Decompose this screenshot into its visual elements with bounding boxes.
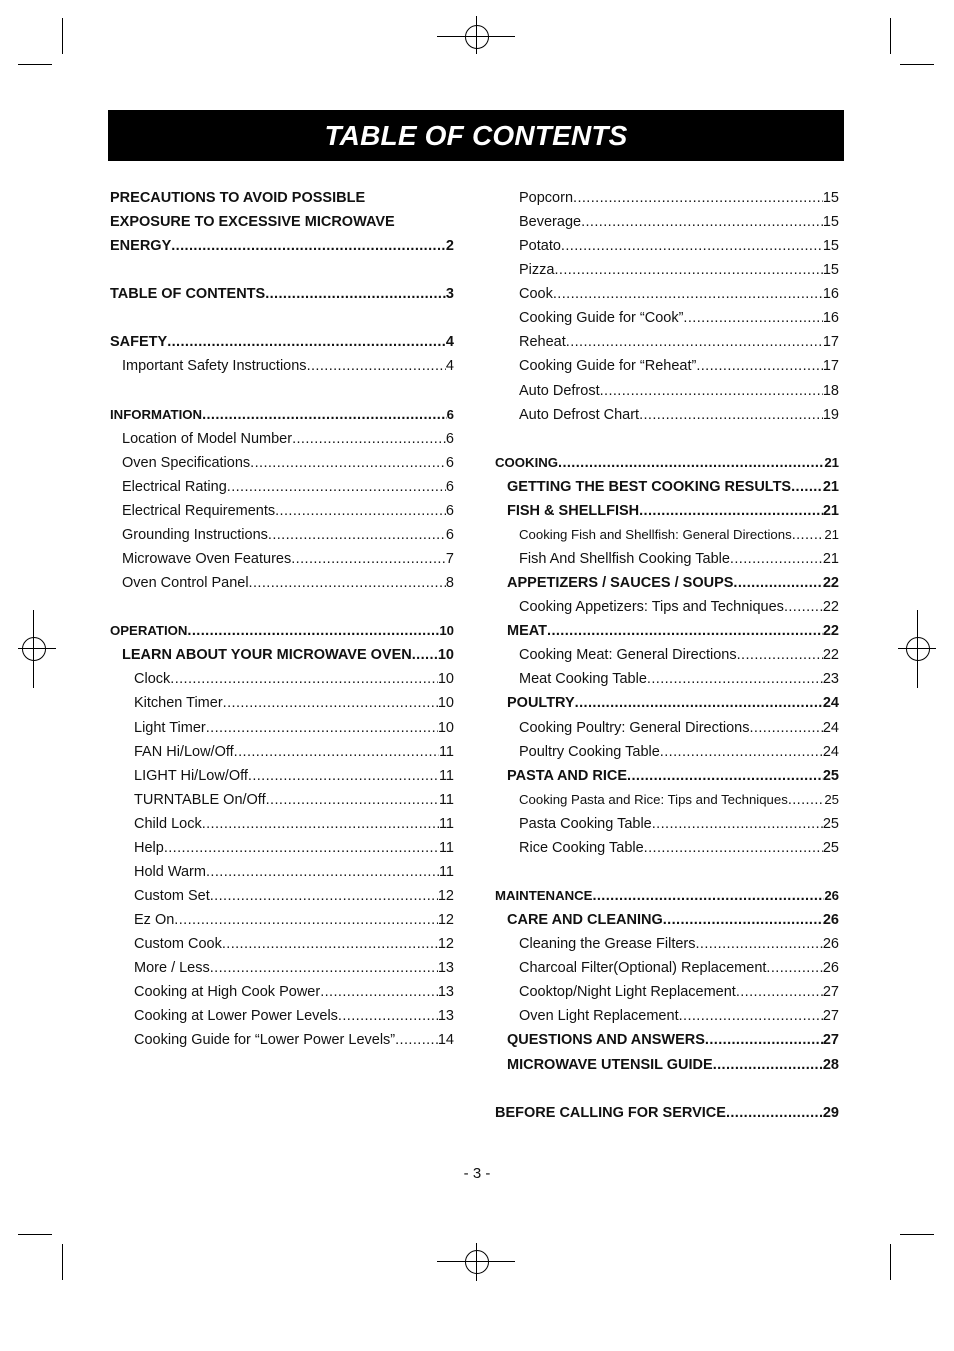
crop-mark: [18, 64, 52, 65]
toc-entry-page: 27: [822, 1032, 839, 1049]
toc-entry-title: POULTRY: [507, 695, 575, 712]
toc-entry-title: Oven Light Replacement: [519, 1008, 679, 1025]
dot-leader: [234, 740, 439, 764]
dot-leader: [320, 980, 438, 1004]
dot-leader: [784, 595, 823, 619]
toc-entry-title: Kitchen Timer: [134, 695, 223, 712]
toc-entry: [519, 306, 839, 330]
toc-entry-title: MAINTENANCE: [495, 888, 593, 904]
toc-entry: [134, 691, 454, 715]
page-number: - 3 -: [463, 1165, 491, 1182]
dot-leader: [553, 282, 823, 306]
toc-entry-title: LEARN ABOUT YOUR MICROWAVE OVEN: [122, 647, 412, 664]
dot-leader: [644, 836, 823, 860]
dot-leader: [206, 860, 439, 884]
dot-leader: [791, 475, 823, 499]
toc-entry-page: 4: [445, 358, 454, 375]
toc-entry: [519, 234, 839, 258]
toc-entry-title: Pasta Cooking Table: [519, 815, 652, 832]
toc-entry-page: 21: [824, 526, 839, 542]
toc-entry: [122, 523, 454, 547]
toc-entry-page: 13: [437, 1008, 454, 1025]
dot-leader: [566, 330, 823, 354]
toc-entry-title: Cleaning the Grease Filters: [519, 936, 696, 953]
toc-entry-page: 16: [822, 286, 839, 303]
toc-entry-page: 22: [822, 599, 839, 616]
toc-entry-title: Rice Cooking Table: [519, 839, 644, 856]
dot-leader: [202, 403, 447, 427]
toc-entry: [134, 932, 454, 956]
toc-entry: [110, 619, 454, 643]
dot-leader: [547, 619, 823, 643]
toc-entry: [519, 716, 839, 740]
toc-entry-title: FAN Hi/Low/Off: [134, 743, 234, 760]
dot-leader: [249, 571, 446, 595]
toc-entry: [507, 619, 839, 643]
toc-entry-page: 26: [824, 888, 839, 904]
dot-leader: [395, 1028, 438, 1052]
dot-leader: [291, 547, 446, 571]
dot-leader: [730, 547, 823, 571]
toc-entry-title: QUESTIONS AND ANSWERS: [507, 1032, 705, 1049]
dot-leader: [250, 451, 446, 475]
toc-entry-title: Potato: [519, 238, 561, 255]
dot-leader: [266, 788, 439, 812]
toc-entry: [507, 1053, 839, 1077]
toc-entry-title: GETTING THE BEST COOKING RESULTS: [507, 478, 792, 495]
toc-entry-title: Fish And Shellfish Cooking Table: [519, 551, 730, 568]
toc-entry: [134, 860, 454, 884]
crop-mark: [18, 1234, 52, 1235]
dot-leader: [558, 451, 824, 475]
toc-entry-title: Child Lock: [134, 815, 202, 832]
toc-entry-title: Light Timer: [134, 719, 206, 736]
toc-entry: [519, 643, 839, 667]
dot-leader: [268, 523, 446, 547]
toc-entry-title: ENERGY: [110, 238, 172, 255]
toc-entry: [507, 764, 839, 788]
dot-leader: [660, 740, 823, 764]
dot-leader: [726, 1101, 823, 1125]
toc-entry: [519, 379, 839, 403]
toc-entry-page: 6: [445, 430, 454, 447]
crop-mark: [62, 18, 63, 54]
toc-entry: [519, 258, 839, 282]
dot-leader: [575, 691, 823, 715]
toc-entry-title: Hold Warm: [134, 863, 206, 880]
toc-entry-page: 11: [438, 863, 454, 880]
toc-entry: [507, 499, 839, 523]
registration-mark-right: [906, 637, 930, 661]
toc-entry-title: Electrical Requirements: [122, 502, 276, 519]
toc-entry-title: TURNTABLE On/Off: [134, 791, 266, 808]
toc-entry: [495, 884, 839, 908]
toc-entry-title: Auto Defrost: [519, 382, 600, 399]
toc-entry-page: 24: [822, 743, 839, 760]
toc-entry: [507, 571, 839, 595]
toc-entry: [134, 764, 454, 788]
toc-entry-title: Cooking Poultry: General Directions: [519, 719, 750, 736]
toc-entry: [134, 884, 454, 908]
toc-entry-page: 15: [822, 190, 839, 206]
toc-entry-page: 2: [445, 238, 454, 255]
toc-entry: [495, 1101, 839, 1125]
dot-leader: [222, 932, 438, 956]
title-bar: [108, 110, 844, 161]
toc-entry-page: 26: [822, 936, 839, 953]
dot-leader: [187, 619, 439, 643]
toc-entry: [122, 643, 454, 667]
toc-entry: [507, 475, 839, 499]
toc-entry-page: 10: [437, 647, 454, 664]
toc-entry-page: 8: [445, 575, 454, 592]
crop-mark: [890, 18, 891, 54]
dot-leader: [792, 523, 825, 547]
crop-mark: [900, 1234, 934, 1235]
toc-entry-title: APPETIZERS / SAUCES / SOUPS: [507, 575, 734, 592]
toc-entry: [110, 210, 454, 234]
toc-entry-page: 6: [445, 502, 454, 519]
toc-entry-title: Cooking Meat: General Directions: [519, 647, 737, 664]
dot-leader: [202, 812, 439, 836]
toc-entry-title: Custom Cook: [134, 936, 222, 953]
toc-entry: [519, 667, 839, 691]
toc-entry-title: LIGHT Hi/Low/Off: [134, 767, 248, 784]
dot-leader: [788, 788, 825, 812]
toc-entry: [122, 499, 454, 523]
dot-leader: [223, 691, 438, 715]
toc-entry-title: Beverage: [519, 214, 582, 231]
toc-entry-title: CARE AND CLEANING: [507, 912, 663, 929]
toc-entry-title: SAFETY: [110, 334, 168, 351]
toc-entry: [507, 691, 839, 715]
crop-mark: [900, 64, 934, 65]
toc-entry-page: 29: [822, 1104, 839, 1121]
toc-entry-page: 6: [445, 454, 454, 471]
toc-entry-title: Grounding Instructions: [122, 526, 268, 543]
toc-entry: [134, 1004, 454, 1028]
toc-entry: [110, 234, 454, 258]
toc-entry: [134, 1028, 454, 1052]
dot-leader: [174, 908, 438, 932]
toc-entry-title: Cooking Pasta and Rice: Tips and Techniques: [519, 791, 788, 807]
toc-entry-page: 23: [822, 671, 839, 688]
toc-entry-title: More / Less: [134, 960, 210, 977]
dot-leader: [766, 956, 822, 980]
dot-leader: [210, 884, 438, 908]
crop-mark: [890, 1244, 891, 1280]
toc-entry-page: 21: [822, 502, 839, 519]
dot-leader: [171, 234, 446, 258]
toc-entry-title: Important Safety Instructions: [122, 358, 307, 375]
toc-entry-title: PRECAUTIONS TO AVOID POSSIBLE: [110, 190, 366, 206]
toc-entry: [519, 523, 839, 547]
dot-leader: [679, 1004, 823, 1028]
dot-leader: [683, 306, 822, 330]
dot-leader: [705, 1028, 823, 1052]
dot-leader: [248, 764, 439, 788]
toc-entry-title: MEAT: [507, 623, 548, 640]
dot-leader: [652, 812, 823, 836]
toc-entry: [134, 980, 454, 1004]
dot-leader: [713, 1053, 823, 1077]
dot-leader: [210, 956, 438, 980]
toc-entry-title: Poultry Cooking Table: [519, 743, 660, 760]
toc-entry-page: 14: [437, 1032, 454, 1049]
toc-entry: [519, 354, 839, 378]
toc-entry-title: Cooking Fish and Shellfish: General Directions: [519, 526, 792, 542]
toc-entry-title: Cooking Appetizers: Tips and Techniques: [519, 599, 784, 616]
registration-line: [18, 648, 56, 649]
toc-entry-page: 21: [822, 551, 839, 568]
toc-entry: [519, 595, 839, 619]
toc-entry-title: Cooking at Lower Power Levels: [134, 1008, 338, 1025]
toc-entry: [134, 788, 454, 812]
toc-entry: [134, 812, 454, 836]
toc-entry-page: 17: [822, 358, 839, 375]
registration-line: [917, 610, 918, 688]
registration-mark-left: [22, 637, 46, 661]
toc-entry-page: 12: [437, 936, 454, 953]
dot-leader: [696, 932, 823, 956]
dot-leader: [750, 716, 823, 740]
registration-mark-top: [465, 25, 489, 49]
toc-entry: [134, 836, 454, 860]
toc-entry-title: Cooking at High Cook Power: [134, 984, 321, 1001]
toc-entry-page: 26: [822, 912, 839, 929]
toc-entry-page: 13: [437, 960, 454, 977]
toc-entry-page: 18: [822, 382, 839, 399]
dot-leader: [737, 643, 823, 667]
dot-leader: [206, 716, 438, 740]
toc-entry: [519, 980, 839, 1004]
toc-entry: [134, 908, 454, 932]
toc-entry: [110, 403, 454, 427]
dot-leader: [275, 499, 446, 523]
toc-entry-page: 10: [437, 695, 454, 712]
dot-leader: [164, 836, 439, 860]
registration-mark-bottom: [465, 1250, 489, 1274]
toc-entry: [519, 956, 839, 980]
dot-leader: [663, 908, 823, 932]
toc-entry-page: 25: [822, 839, 839, 856]
registration-line: [476, 16, 477, 54]
crop-mark: [62, 1244, 63, 1280]
toc-entry-title: Meat Cooking Table: [519, 671, 647, 688]
toc-entry-title: Oven Specifications: [122, 454, 251, 471]
dot-leader: [307, 354, 446, 378]
toc-entry-page: 15: [822, 238, 839, 255]
toc-entry: [519, 186, 839, 210]
toc-entry-page: 28: [822, 1056, 839, 1073]
dot-leader: [647, 667, 823, 691]
toc-entry-title: Cooking Guide for “Lower Power Levels”: [134, 1032, 396, 1049]
toc-entry-page: 11: [438, 839, 454, 856]
dot-leader: [561, 234, 823, 258]
dot-leader: [600, 379, 823, 403]
toc-entry-page: 24: [822, 719, 839, 736]
toc-entry-title: Cooking Guide for “Reheat”: [519, 358, 697, 375]
toc-entry-title: Cook: [519, 286, 553, 303]
toc-entry-page: 22: [822, 647, 839, 664]
toc-entry-page: 16: [822, 310, 839, 327]
toc-entry: [519, 1004, 839, 1028]
toc-entry-title: Cooking Guide for “Cook”: [519, 310, 684, 327]
toc-entry-page: 11: [438, 791, 454, 808]
dot-leader: [733, 571, 822, 595]
toc-entry: [134, 740, 454, 764]
toc-entry: [519, 812, 839, 836]
toc-entry-title: Reheat: [519, 334, 566, 351]
dot-leader: [292, 427, 446, 451]
toc-entry-page: 25: [822, 815, 839, 832]
toc-entry-page: 6: [445, 526, 454, 543]
toc-entry: [122, 475, 454, 499]
toc-entry-page: 10: [439, 623, 454, 639]
toc-entry: [122, 354, 454, 378]
toc-entry-title: Location of Model Number: [122, 430, 293, 447]
dot-leader: [265, 282, 446, 306]
dot-leader: [592, 884, 824, 908]
toc-entry: [507, 1028, 839, 1052]
toc-entry: [134, 667, 454, 691]
dot-leader: [696, 354, 823, 378]
toc-entry: [110, 186, 454, 210]
toc-entry-title: Electrical Rating: [122, 478, 227, 495]
toc-entry-page: 24: [822, 695, 839, 712]
toc-entry-page: 21: [824, 454, 839, 470]
toc-entry: [110, 282, 454, 306]
toc-entry: [122, 547, 454, 571]
toc-entry-title: TABLE OF CONTENTS: [110, 286, 266, 303]
toc-entry-page: 6: [445, 478, 454, 495]
toc-entry-page: 19: [822, 406, 839, 423]
toc-entry-page: 15: [822, 214, 839, 231]
toc-entry-title: Clock: [134, 671, 171, 688]
toc-entry-page: 15: [822, 262, 839, 279]
toc-entry-title: Pizza: [519, 262, 555, 279]
dot-leader: [170, 667, 438, 691]
dot-leader: [338, 1004, 438, 1028]
toc-entry-title: OPERATION: [110, 623, 188, 639]
toc-entry-title: Microwave Oven Features: [122, 551, 292, 568]
registration-line: [33, 610, 34, 688]
toc-entry: [110, 330, 454, 354]
toc-entry-page: 22: [822, 623, 839, 640]
toc-entry-page: 22: [822, 575, 839, 592]
toc-entry-page: 26: [822, 960, 839, 977]
toc-entry-title: Custom Set: [134, 888, 210, 905]
toc-entry: [519, 282, 839, 306]
toc-entry-title: Ez On: [134, 912, 175, 929]
dot-leader: [412, 643, 438, 667]
toc-entry: [122, 571, 454, 595]
dot-leader: [554, 258, 822, 282]
toc-entry: [134, 716, 454, 740]
toc-entry: [519, 403, 839, 427]
toc-entry-page: 13: [437, 984, 454, 1001]
toc-entry: [122, 427, 454, 451]
toc-entry-title: FISH & SHELLFISH: [507, 502, 640, 519]
toc-entry-page: 11: [438, 767, 454, 784]
dot-leader: [227, 475, 446, 499]
toc-entry: [519, 788, 839, 812]
toc-entry: [495, 451, 839, 475]
toc-entry-page: 27: [822, 1008, 839, 1025]
toc-entry-title: Charcoal Filter(Optional) Replacement: [519, 960, 767, 977]
toc-entry-title: PASTA AND RICE: [507, 767, 628, 784]
toc-entry: [519, 210, 839, 234]
dot-leader: [581, 210, 823, 234]
toc-entry-title: Oven Control Panel: [122, 575, 249, 592]
toc-entry: [519, 932, 839, 956]
toc-entry-page: 6: [446, 406, 454, 422]
toc-entry-page: 4: [445, 334, 454, 351]
toc-entry-title: INFORMATION: [110, 406, 203, 422]
toc-entry-page: 21: [822, 478, 839, 495]
toc-entry: [519, 330, 839, 354]
toc-entry-page: 12: [437, 912, 454, 929]
toc-entry-page: 11: [438, 743, 454, 760]
toc-entry-title: BEFORE CALLING FOR SERVICE: [495, 1104, 726, 1121]
toc-entry: [507, 908, 839, 932]
toc-entry-page: 25: [822, 767, 839, 784]
dot-leader: [627, 764, 823, 788]
toc-entry-page: 25: [824, 791, 839, 807]
toc-entry-page: 3: [445, 286, 454, 303]
toc-entry: [519, 547, 839, 571]
toc-entry-page: 10: [437, 719, 454, 736]
toc-entry-page: 27: [822, 984, 839, 1001]
toc-entry-page: 10: [437, 671, 454, 688]
registration-line: [476, 1243, 477, 1281]
dot-leader: [167, 330, 446, 354]
dot-leader: [573, 186, 823, 210]
toc-entry-title: COOKING: [495, 454, 559, 470]
toc-entry: [134, 956, 454, 980]
toc-entry-page: 12: [437, 888, 454, 905]
toc-entry-title: MICROWAVE UTENSIL GUIDE: [507, 1056, 713, 1073]
toc-entry-title: Help: [134, 839, 164, 856]
toc-entry-title: EXPOSURE TO EXCESSIVE MICROWAVE: [110, 214, 395, 231]
toc-entry: [519, 740, 839, 764]
toc-entry-title: Cooktop/Night Light Replacement: [519, 984, 736, 1001]
dot-leader: [639, 499, 823, 523]
toc-entry-title: Popcorn: [519, 190, 574, 206]
toc-entry: [519, 836, 839, 860]
toc-entry-page: 17: [822, 334, 839, 351]
dot-leader: [639, 403, 823, 427]
toc-entry-page: 11: [438, 815, 454, 832]
toc-entry-title: Auto Defrost Chart: [519, 406, 640, 423]
dot-leader: [736, 980, 823, 1004]
toc-entry-page: 7: [445, 551, 454, 568]
page-title: TABLE OF CONTENTS: [324, 119, 628, 151]
toc-entry: [122, 451, 454, 475]
